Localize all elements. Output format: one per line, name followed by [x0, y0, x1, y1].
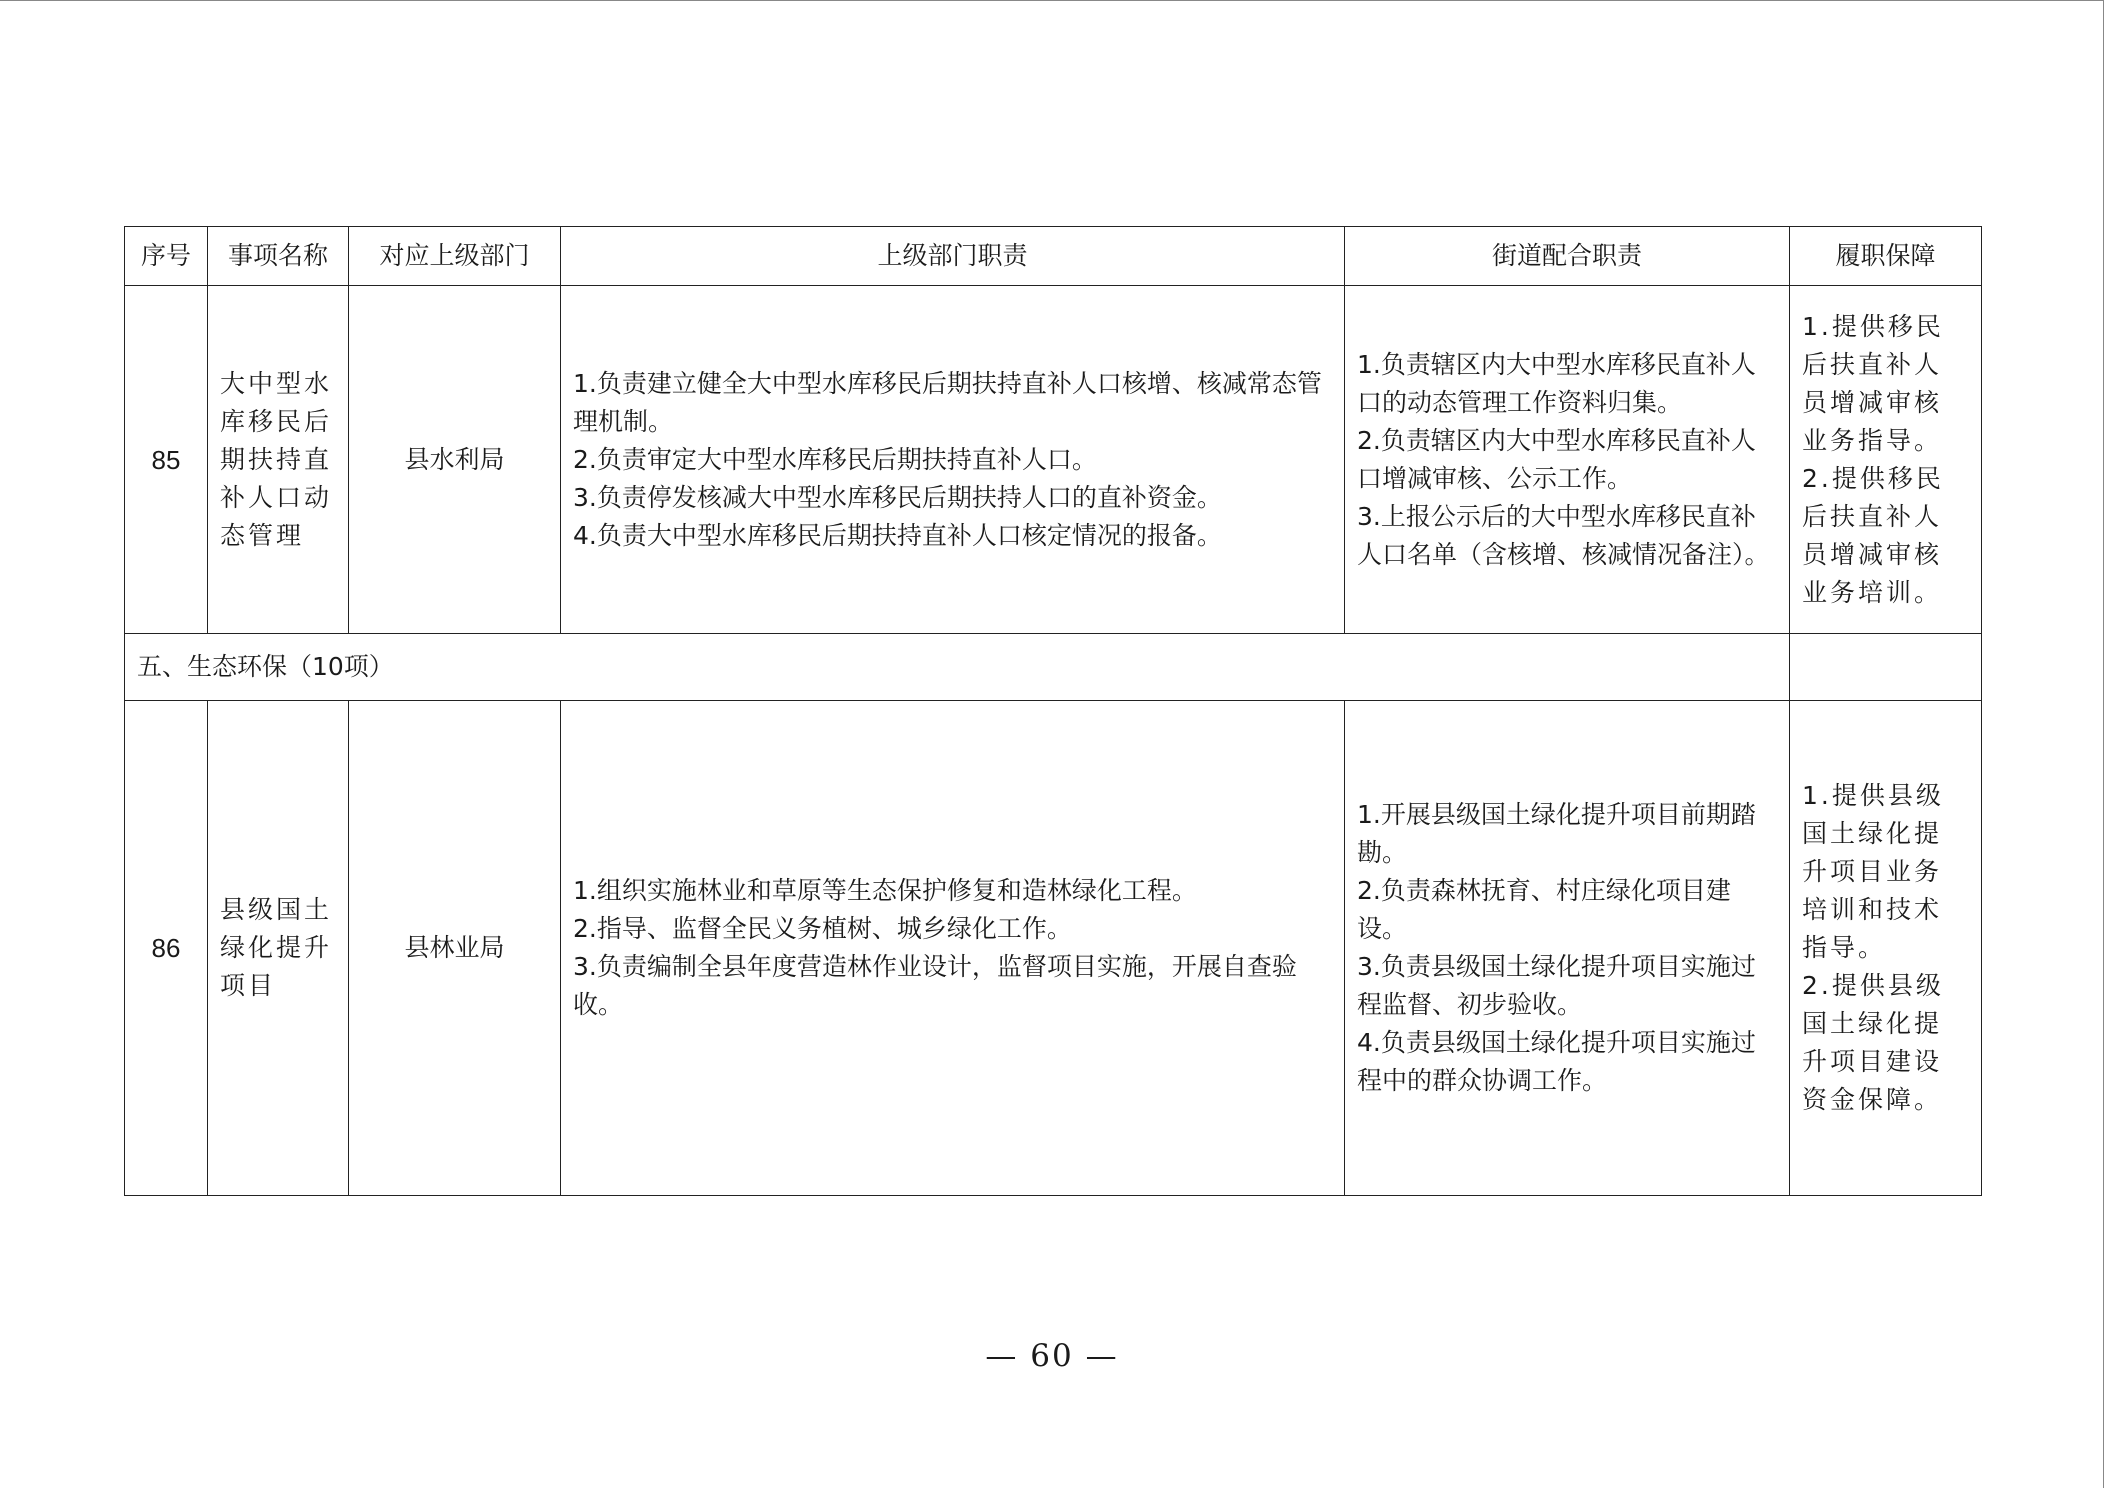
- row-serial-no: 86: [125, 701, 208, 1196]
- row-upper-department: 县水利局: [349, 286, 561, 634]
- row-item-name: 县级国土绿化提升项目: [208, 701, 349, 1196]
- duty-item: 4.负责县级国土绿化提升项目实施过程中的群众协调工作。: [1357, 1028, 1756, 1095]
- duty-item: 2.负责森林抚育、村庄绿化项目建设。: [1357, 876, 1731, 943]
- row-guarantee: [1790, 286, 1982, 634]
- page-number: — 60 —: [985, 1338, 1119, 1374]
- row-upper-duties: [561, 701, 1345, 1196]
- table-header-row: [125, 227, 1982, 286]
- duty-item: 1.组织实施林业和草原等生态保护修复和造林绿化工程。: [573, 876, 1197, 905]
- row-guarantee: [1790, 701, 1982, 1196]
- row-serial-no: 85: [125, 286, 208, 634]
- row-item-name: 大中型水库移民后期扶持直补人口动态管理: [208, 286, 349, 634]
- duty-item: 1.负责建立健全大中型水库移民后期扶持直补人口核增、核减常态管理机制。: [573, 368, 1322, 436]
- guarantee-item: 1.提供县级国土绿化提升项目业务培训和技术指导。: [1802, 781, 1944, 962]
- duty-item: 2.负责审定大中型水库移民后期扶持直补人口。: [573, 444, 1097, 474]
- duty-item: 3.负责编制全县年度营造林作业设计，监督项目实施，开展自查验收。: [573, 952, 1297, 1019]
- header-upper-duties: 上级部门职责: [561, 227, 1345, 286]
- header-item-name: 事项名称: [208, 227, 349, 286]
- row-upper-department: 县林业局: [349, 701, 561, 1196]
- row-street-duties: [1345, 701, 1790, 1196]
- duty-table: [124, 226, 1982, 1196]
- header-upper-department: 对应上级部门: [349, 227, 561, 286]
- row-street-duties: [1345, 286, 1790, 634]
- duty-item: 3.负责县级国土绿化提升项目实施过程监督、初步验收。: [1357, 952, 1756, 1019]
- row-upper-duties: [561, 286, 1345, 634]
- page-border-top: [0, 0, 2104, 1]
- guarantee-item: 1.提供移民后扶直补人员增减审核业务指导。: [1802, 311, 1944, 455]
- guarantee-item: 2.提供县级国土绿化提升项目建设资金保障。: [1802, 971, 1944, 1114]
- duty-item: 2.负责辖区内大中型水库移民直补人口增减审核、公示工作。: [1357, 425, 1756, 493]
- section-row: [125, 634, 1982, 701]
- duty-item: 3.上报公示后的大中型水库移民直补人口名单（含核增、核减情况备注）。: [1357, 501, 1770, 569]
- header-serial-no: 序号: [125, 227, 208, 286]
- section-title: 五、生态环保（10项）: [125, 634, 1790, 701]
- table-row: [125, 701, 1982, 1196]
- guarantee-item: 2.提供移民后扶直补人员增减审核业务培训。: [1802, 463, 1944, 607]
- header-street-duties: 街道配合职责: [1345, 227, 1790, 286]
- duty-item: 3.负责停发核减大中型水库移民后期扶持人口的直补资金。: [573, 482, 1222, 512]
- duty-item: 2.指导、监督全民义务植树、城乡绿化工作。: [573, 914, 1072, 943]
- table-row: [125, 286, 1982, 634]
- section-empty-cell: [1790, 634, 1982, 701]
- header-guarantee: 履职保障: [1790, 227, 1982, 286]
- duty-item: 4.负责大中型水库移民后期扶持直补人口核定情况的报备。: [573, 520, 1222, 550]
- duty-item: 1.负责辖区内大中型水库移民直补人口的动态管理工作资料归集。: [1357, 349, 1756, 417]
- duty-item: 1.开展县级国土绿化提升项目前期踏勘。: [1357, 800, 1756, 867]
